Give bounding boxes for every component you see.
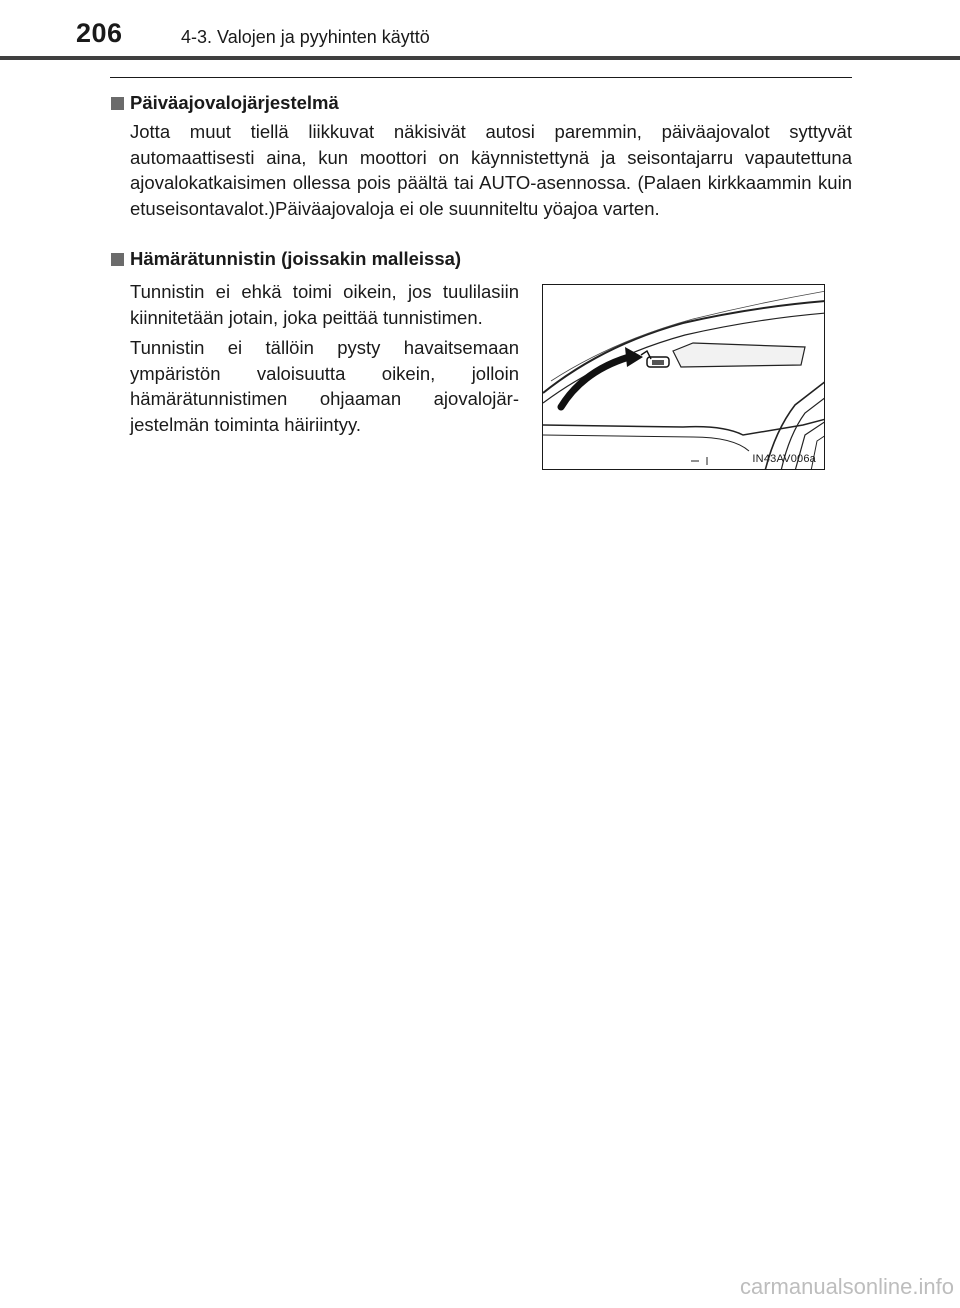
section-paragraph: Jotta muut tiellä liikkuvat näkisivät autosi paremmin, päiväajovalot syttyvät automaattisesti aina, kun moottori on käynnistettynä ja seisontajarru vapautettuna ajovalokatkaisimen ollessa pois päältä tai AUTO-asennossa. (Palaen kirkkaammin kuin etuseisontavalot.)Päiväajovaloja ei ole suunniteltu yöajoa varten.: [130, 121, 852, 219]
section-heading-text: Hämärätunnistin (joissakin malleissa): [130, 248, 462, 269]
section-heading-light-sensor: [111, 248, 461, 270]
sensor-figure: [542, 284, 825, 470]
square-bullet-icon: [111, 97, 124, 110]
figure-code: IN43AV006a: [752, 453, 816, 465]
header-rule: [0, 56, 960, 60]
page-number: 206: [76, 18, 123, 48]
chapter-title: 4-3. Valojen ja pyyhinten käyttö: [181, 27, 430, 47]
square-bullet-icon: [111, 253, 124, 266]
section-heading-text: Päiväajovalojärjestelmä: [130, 92, 339, 113]
section-paragraph: Tunnistin ei tällöin pysty havaitsemaan ympäristön valoisuutta oikein, jolloin hämärätunnistimen ohjaaman ajovalojärjestelmän toiminta häiriintyy.: [130, 337, 519, 435]
section-divider: [110, 77, 852, 78]
windshield-sensor-illustration-icon: [543, 285, 825, 470]
page-header: [0, 0, 960, 62]
watermark: carmanualsonline.info: [739, 1274, 954, 1299]
section-paragraph: Tunnistin ei ehkä toimi oikein, jos tuulilasiin kiinnitetään jotain, joka peittää tunnistimen.: [130, 281, 519, 328]
section-heading-daytime-running-lights: [111, 92, 339, 114]
